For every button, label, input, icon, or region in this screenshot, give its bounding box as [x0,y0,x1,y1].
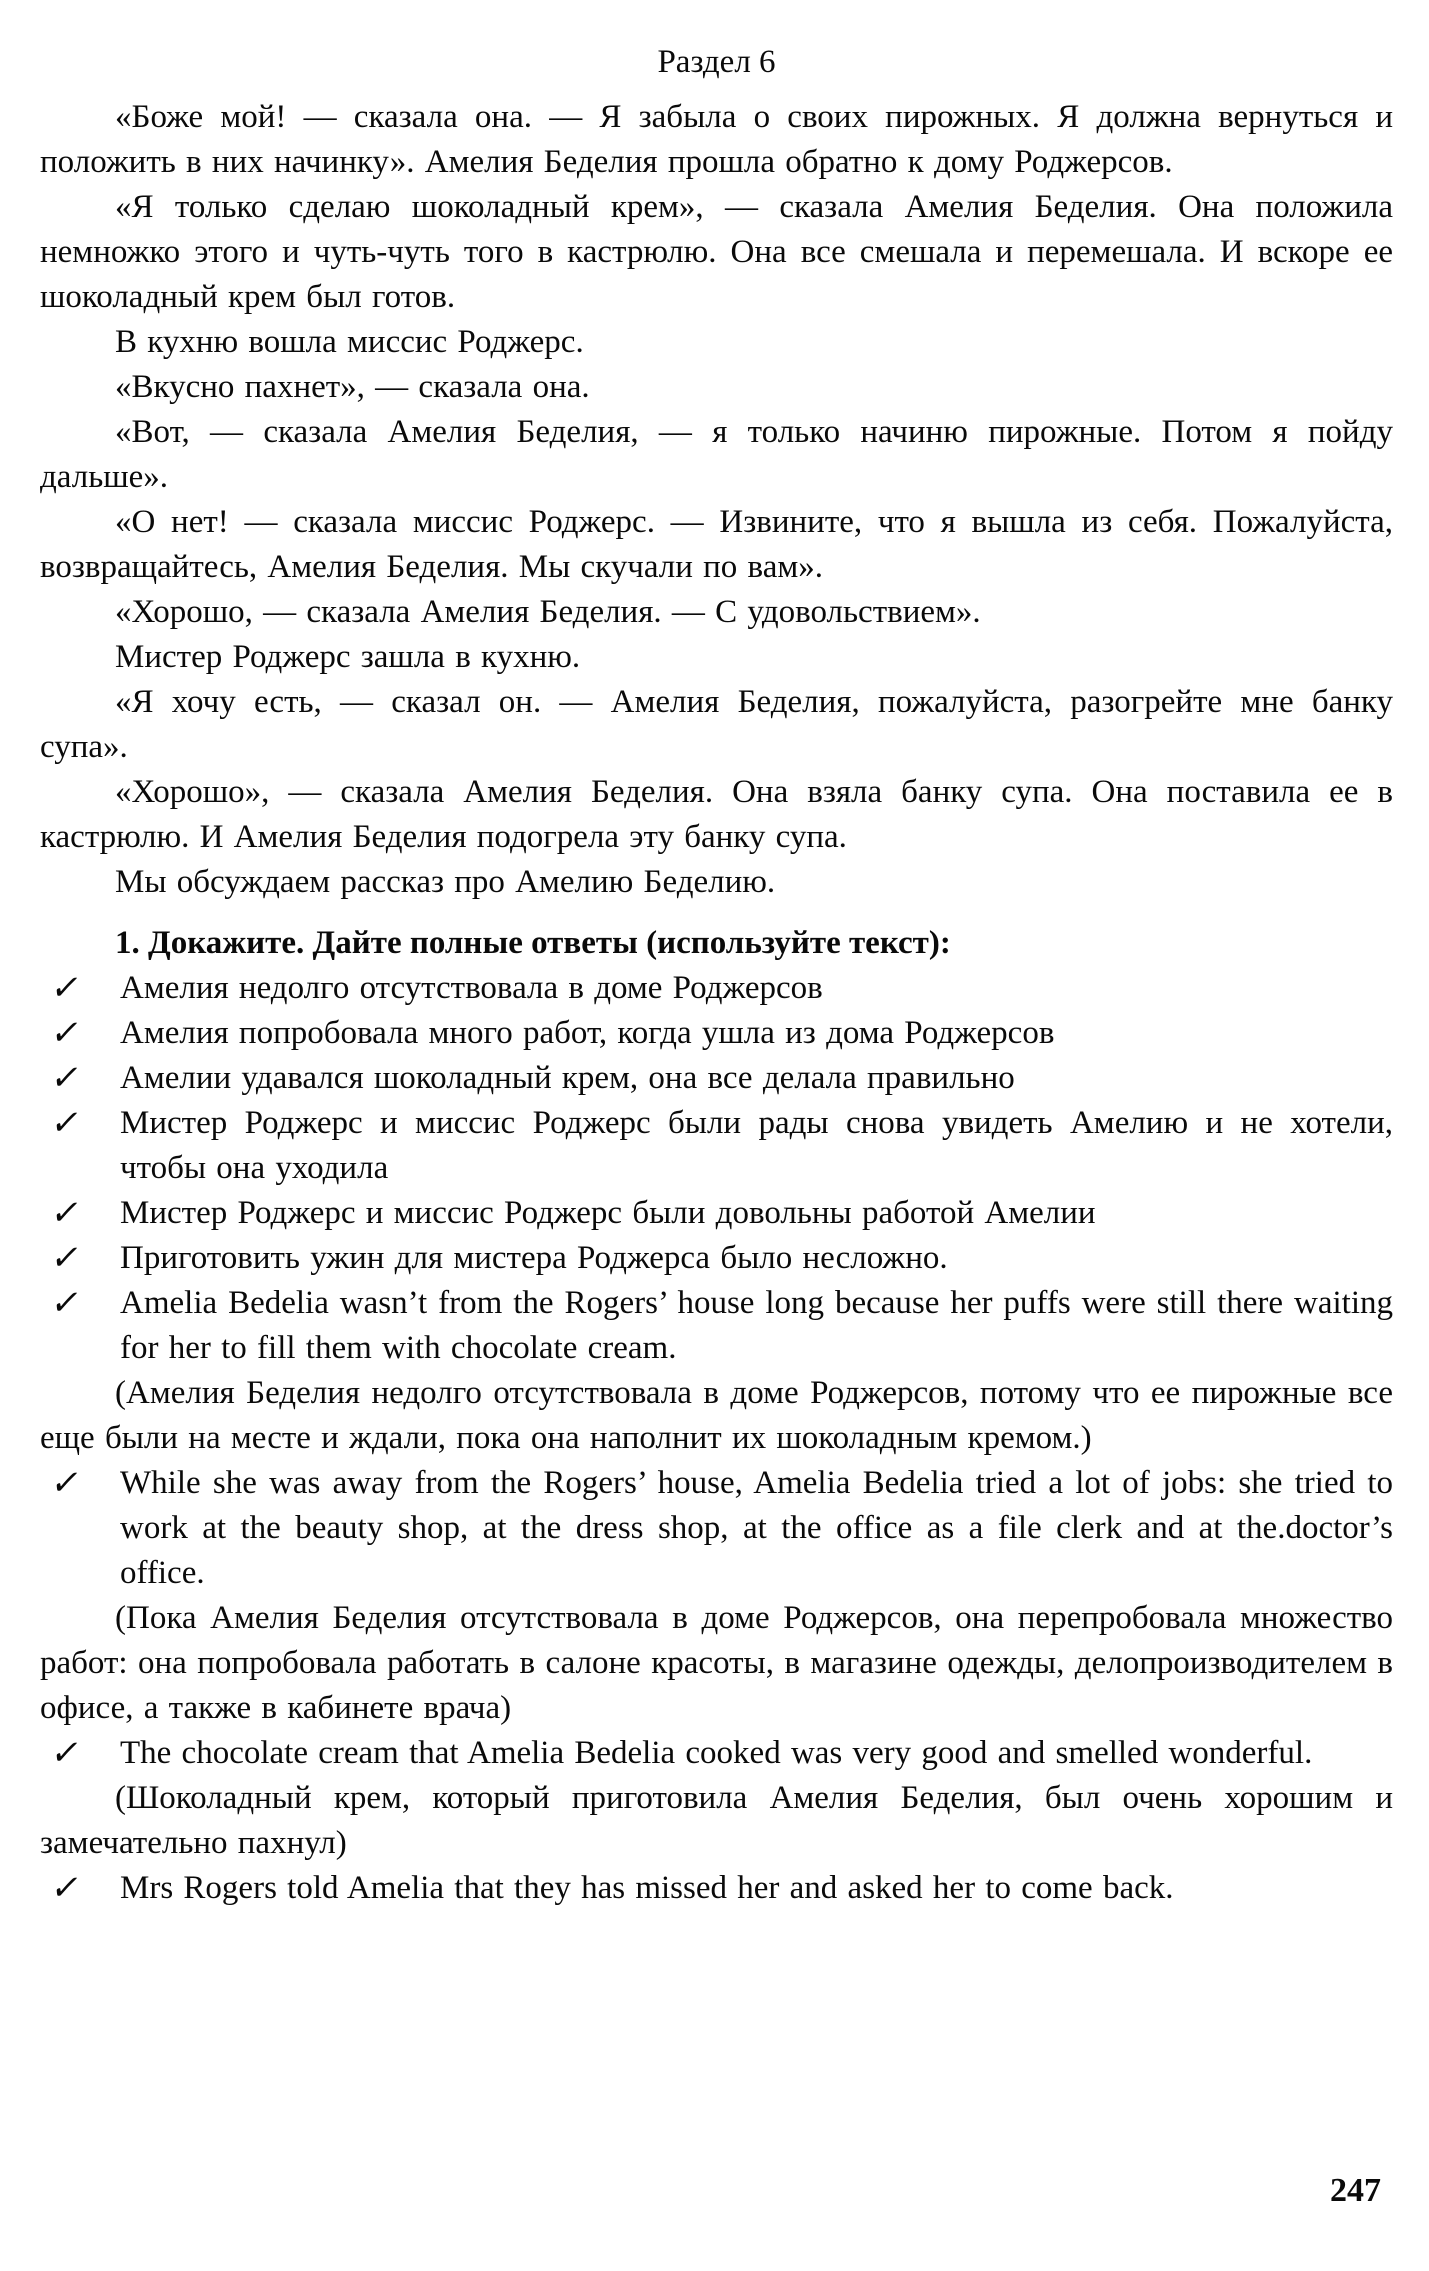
checkmark-icon: ✓ [47,1283,85,1323]
checklist-item-text: Приготовить ужин для мистера Роджерса было несложно. [120,1240,948,1276]
page-number: 247 [1330,2172,1381,2209]
checklist-item [40,1461,1393,1596]
section-title: Раздел 6 [657,44,776,80]
checklist-item-text: Амелии удавался шоколадный крем, она все делала правильно [120,1060,1015,1096]
checklist-item-text: Мистер Роджерс и миссис Роджерс были рады снова увидеть Амелию и не хотели, чтобы она уходила [120,1105,1393,1186]
checkmark-icon: ✓ [47,968,85,1008]
checklist-item-text: Амелия попробовала много работ, когда ушла из дома Роджерсов [120,1015,1055,1051]
story-paragraph: «Боже мой! — сказала она. — Я забыла о своих пирожных. Я должна вернуться и положить в них начинку». Амелия Беделия прошла обратно к дому Роджерсов. [40,99,1393,180]
story-paragraph: «Я только сделаю шоколадный крем», — сказала Амелия Беделия. Она положила немножко этого и чуть-чуть того в кастрюлю. Она все смешала и перемешала. И вскоре ее шоколадный крем был готов. [40,189,1393,315]
checklist-item-text: While she was away from the Rogers’ house, Amelia Bedelia tried a lot of jobs: she tried to work at the beauty shop, at the dress shop, at the office as a file clerk and at the.doctor’s office. [120,1465,1393,1591]
checklist-item-text: Мистер Роджерс и миссис Роджерс были довольны работой Амелии [120,1195,1096,1231]
story-paragraph: «О нет! — сказала миссис Роджерс. — Извините, что я вышла из себя. Пожалуйста, возвращайтесь, Амелия Беделия. Мы скучали по вам». [40,504,1393,585]
translation-paragraph: (Шоколадный крем, который приготовила Амелия Беделия, был очень хорошим и замечательно пахнул) [40,1780,1393,1861]
checkmark-icon: ✓ [47,1733,85,1773]
checklist-item [40,1731,1393,1776]
checkmark-icon: ✓ [47,1868,85,1908]
exercise-heading: 1. Докажите. Дайте полные ответы (используйте текст): [115,925,951,961]
checklist-item [40,966,1393,1011]
checklist-item [40,1281,1393,1371]
checkmark-icon: ✓ [47,1463,85,1503]
checklist-item [40,1101,1393,1191]
checklist-item-text: Mrs Rogers told Amelia that they has missed her and asked her to come back. [120,1870,1174,1906]
story-paragraph: «Хорошо», — сказала Амелия Беделия. Она взяла банку супа. Она поставила ее в кастрюлю. И Амелия Беделия подогрела эту банку супа. [40,774,1393,855]
checkmark-icon: ✓ [47,1193,85,1233]
checklist-item [40,1866,1393,1911]
story-paragraph: Мистер Роджерс зашла в кухню. [115,639,581,675]
story-paragraph: «Я хочу есть, — сказал он. — Амелия Беделия, пожалуйста, разогрейте мне банку супа». [40,684,1393,765]
checklist-item [40,1191,1393,1236]
translation-paragraph: (Амелия Беделия недолго отсутствовала в доме Роджерсов, потому что ее пирожные все еще были на месте и ждали, пока она наполнит их шоколадным кремом.) [40,1375,1393,1456]
checkmark-icon: ✓ [47,1013,85,1053]
story-paragraph: «Хорошо, — сказала Амелия Беделия. — С удовольствием». [115,594,981,630]
story-paragraph: В кухню вошла миссис Роджерс. [115,324,584,360]
checklist-item [40,1236,1393,1281]
story-paragraph: Мы обсуждаем рассказ про Амелию Беделию. [115,864,776,900]
checkmark-icon: ✓ [47,1058,85,1098]
checklist-item [40,1056,1393,1101]
story-paragraph: «Вот, — сказала Амелия Беделия, — я только начиню пирожные. Потом я пойду дальше». [40,414,1393,495]
checklist-item-text: Амелия недолго отсутствовала в доме Роджерсов [120,970,823,1006]
checklist-item [40,1011,1393,1056]
checklist-item-text: Amelia Bedelia wasn’t from the Rogers’ house long because her puffs were still there waiting for her to fill them with chocolate cream. [120,1285,1393,1366]
translation-paragraph: (Пока Амелия Беделия отсутствовала в доме Роджерсов, она перепробовала множество работ: она попробовала работать в салоне красоты, в магазине одежды, делопроизводителем в офисе, а также в кабинете врача) [40,1600,1393,1726]
checklist-item-text: The chocolate cream that Amelia Bedelia cooked was very good and smelled wonderful. [120,1735,1313,1771]
checkmark-icon: ✓ [47,1238,85,1278]
checkmark-icon: ✓ [47,1103,85,1143]
story-paragraph: «Вкусно пахнет», — сказала она. [115,369,590,405]
